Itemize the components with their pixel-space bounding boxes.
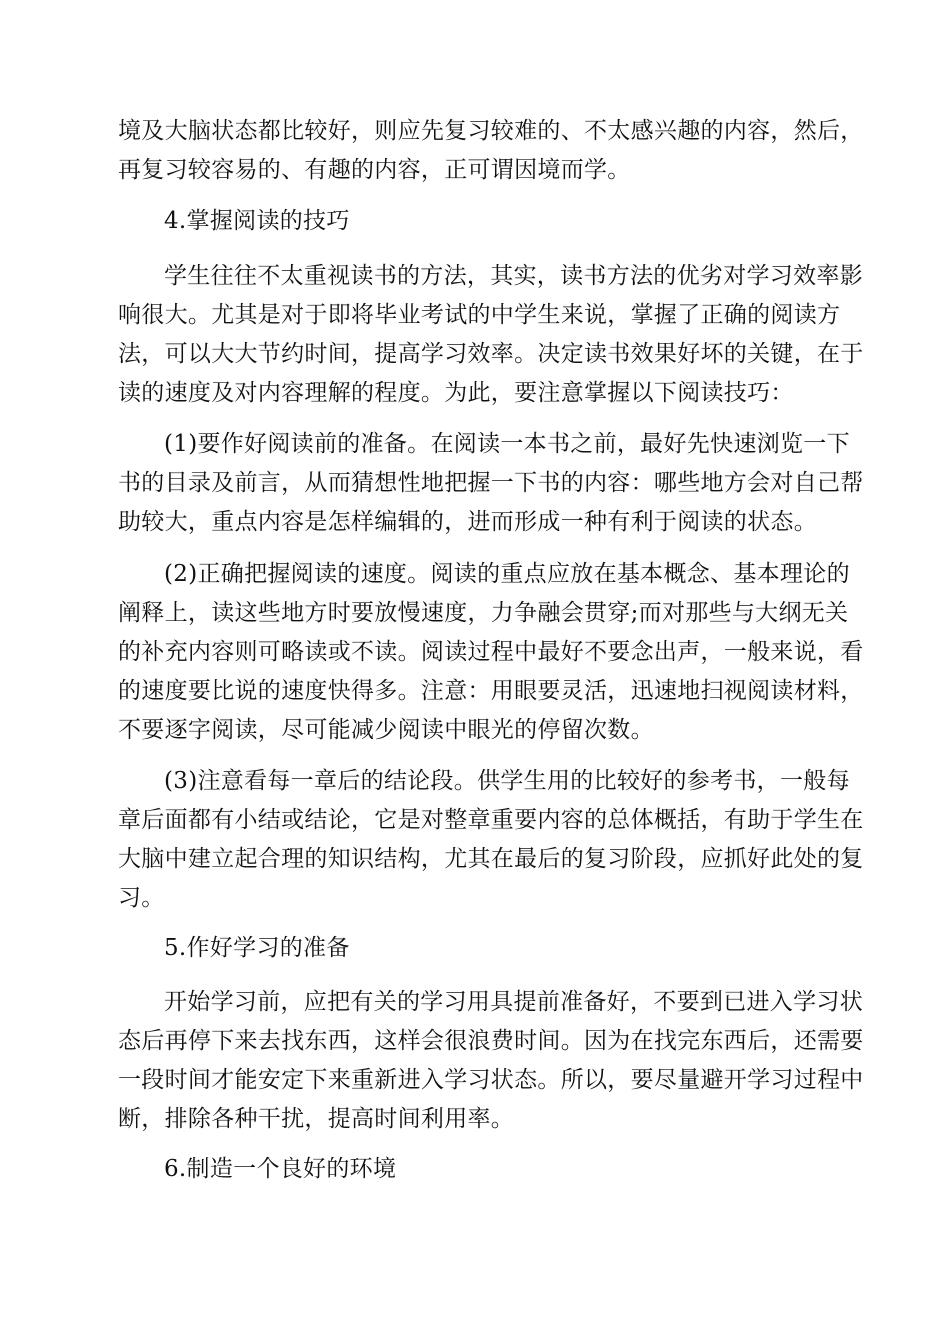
text-line: 开始学习前，应把有关的学习用具提前准备好，不要到已进入学习状 (164, 989, 863, 1015)
paragraph-reading-intro (118, 257, 864, 413)
text-line: 读的速度及对内容理解的程度。为此，要注意掌握以下阅读技巧： (118, 380, 794, 406)
section-heading: 6.制造一个良好的环境 (164, 1156, 397, 1182)
text-line: (3)注意看每一章后的结论段。供学生用的比较好的参考书，一般每 (164, 768, 850, 794)
text-line: 响很大。尤其是对于即将毕业考试的中学生来说，掌握了正确的阅读方 (118, 302, 841, 328)
text-line: (1)要作好阅读前的准备。在阅读一本书之前，最好先快速浏览一下 (164, 431, 850, 457)
text-line: 法，可以大大节约时间，提高学习效率。决定读书效果好坏的关键，在于 (118, 341, 864, 367)
paragraph-prepare (118, 983, 864, 1139)
text-line: 书的目录及前言，从而猜想性地把握一下书的内容：哪些地方会对自己帮 (118, 470, 864, 496)
section-heading: 5.作好学习的准备 (164, 935, 350, 961)
text-line: 态后再停下来去找东西，这样会很浪费时间。因为在找完东西后，还需要 (118, 1028, 864, 1054)
section-heading: 4.掌握阅读的技巧 (164, 208, 350, 234)
text-line: 不要逐字阅读，尽可能减少阅读中眼光的停留次数。 (118, 717, 654, 743)
heading-section-6 (118, 1150, 838, 1189)
text-line: 断，排除各种干扰，提高时间利用率。 (118, 1106, 515, 1132)
paragraph-item-2 (118, 555, 864, 750)
heading-section-4 (118, 202, 838, 241)
text-line: 习。 (118, 885, 165, 911)
text-line: 境及大脑状态都比较好，则应先复习较难的、不太感兴趣的内容，然后， (118, 118, 864, 144)
text-line: 学生往往不太重视读书的方法，其实，读书方法的优劣对学习效率影 (164, 263, 863, 289)
paragraph-item-3 (118, 762, 864, 918)
text-line: 的补充内容则可略读或不读。阅读过程中最好不要念出声，一般来说，看 (118, 639, 864, 665)
text-line: (2)正确把握阅读的速度。阅读的重点应放在基本概念、基本理论的 (164, 561, 850, 587)
paragraph-item-1 (118, 425, 864, 542)
text-line: 大脑中建立起合理的知识结构，尤其在最后的复习阶段，应抓好此处的复 (118, 846, 864, 872)
text-line: 章后面都有小结或结论，它是对整章重要内容的总体概括，有助于学生在 (118, 807, 864, 833)
text-line: 的速度要比说的速度快得多。注意：用眼要灵活，迅速地扫视阅读材料， (118, 678, 864, 704)
text-line: 助较大，重点内容是怎样编辑的，进而形成一种有利于阅读的状态。 (118, 509, 817, 535)
paragraph-continued (118, 112, 864, 190)
text-line: 再复习较容易的、有趣的内容，正可谓因境而学。 (118, 157, 631, 183)
text-line: 阐释上，读这些地方时要放慢速度，力争融会贯穿;而对那些与大纲无关 (118, 600, 849, 626)
heading-section-5 (118, 929, 838, 968)
text-line: 一段时间才能安定下来重新进入学习状态。所以，要尽量避开学习过程中 (118, 1067, 864, 1093)
